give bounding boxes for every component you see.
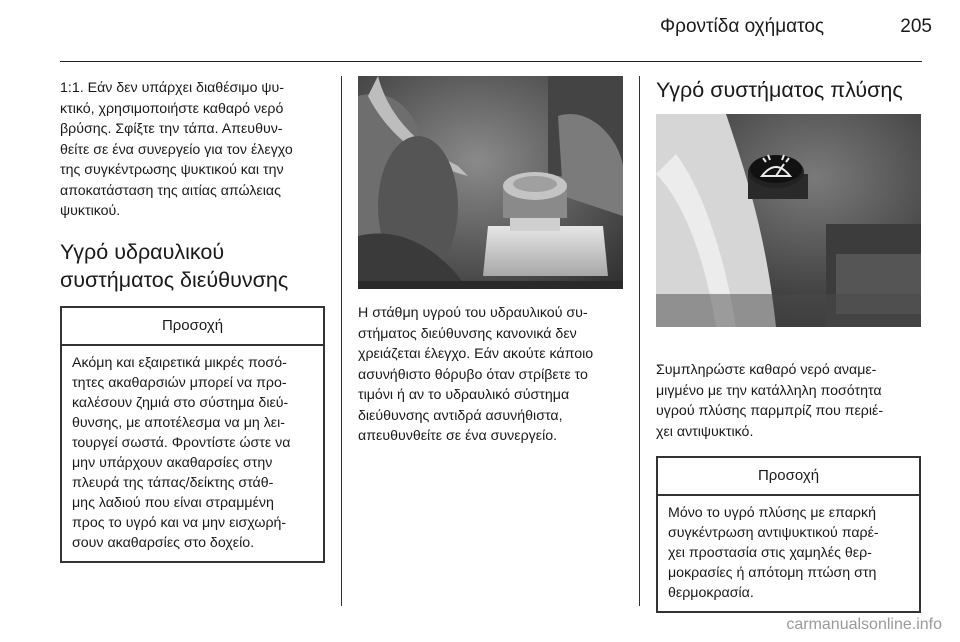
intro-paragraph: 1:1. Εάν δεν υπάρχει διαθέσιμο ψυ- κτικό, χρησιμοποιήστε καθαρό νερό βρύσης. Σφίξτε την τάπα. Απευθυν- θείτε σε ένα συνεργείο για τον έλεγχο της συγκέντρωσης ψυκτικού και την αποκατάσταση της αιτίας απώλειας ψυκτικού.	[60, 80, 293, 219]
column-3	[656, 76, 921, 613]
caution-box-washer	[656, 456, 921, 613]
caution-text: Μόνο το υγρό πλύσης με επαρκή συγκέντρωση αντιψυκτικού παρέ- χει προστασία στις χαμηλές θερ- μοκρασίες ή απότομη πτώση στη θερμοκρασία.	[668, 505, 879, 601]
column-divider-2	[639, 76, 640, 606]
steering-fluid-reservoir-image	[358, 76, 623, 289]
caution-text: Ακόμη και εξαιρετικά μικρές ποσό- τητες ακαθαρσιών μπορεί να προ- καλέσουν ζημιά στο σύστημα διεύ- θυνσης, με αποτέλεσμα να μη λει- τουργεί σωστά. Φροντίστε ώστε να μην υπάρχουν ακαθαρσίες στην πλευρά της τάπας/δείκτης στάθ- μης λαδιού που είναι στραμμένη προς το υγρό και να μην εισχωρή- σουν ακαθαρσίες στο δοχείο.	[72, 354, 291, 551]
caution-title: Προσοχή	[658, 458, 919, 496]
section-heading-steering-fluid: Υγρό υδραυλικού συστήματος διεύθυνσης	[60, 239, 289, 292]
washer-fluid-reservoir-image	[656, 114, 921, 327]
header-divider	[60, 61, 922, 62]
column-1	[60, 76, 325, 563]
caution-box-steering	[60, 306, 325, 563]
section-heading-washer-fluid: Υγρό συστήματος πλύσης	[656, 78, 903, 102]
caution-title: Προσοχή	[62, 308, 323, 346]
column-2	[358, 76, 623, 447]
washer-fluid-paragraph: Συμπληρώστε καθαρό νερό αναμε- μιγμένο με την κατάλληλη ποσότητα υγρού πλύσης παρμπρίζ που περιέ- χει αντιψυκτικό.	[656, 362, 884, 440]
watermark: carmanualsonline.info	[786, 616, 942, 633]
steering-fluid-paragraph: Η στάθμη υγρού του υδραυλικού συ- στήματος διεύθυνσης κανονικά δεν χρειάζεται έλεγχο. Εάν ακούτε κάποιο ασυνήθιστο θόρυβο όταν στρίβετε το τιμόνι ή αν το υδραυλικό σύστημα διεύθυνσης αντιδρά ασυνήθιστα, απευθυνθείτε σε ένα συνεργείο.	[358, 305, 594, 444]
page-title: Φροντίδα οχήματος	[660, 16, 825, 37]
page-number: 205	[900, 16, 932, 37]
column-divider-1	[341, 76, 342, 606]
